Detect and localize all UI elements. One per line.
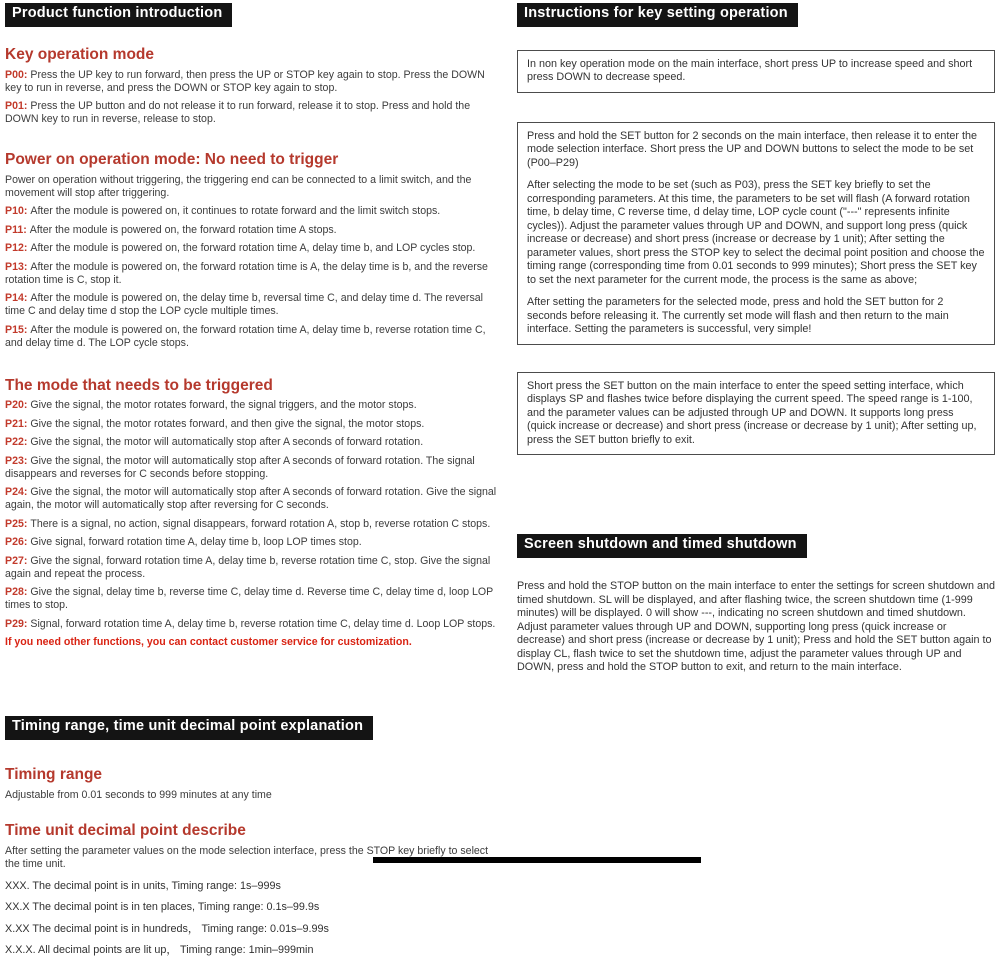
mode-code-p28: P28: [5,586,28,599]
footer-divider-bar [373,857,701,863]
left-column [5,3,499,966]
mode-setting-box [517,122,995,345]
mode-code-p25: P25: [5,517,28,530]
speed-setting-text: Short press the SET button on the main interface to enter the speed setting interface, which displays SP and flashes twice before displaying the current speed. The speed range is 1-100, and the parameter values can be adjusted through UP and DOWN. It supports long press (quick increase or decrease) and short press (increase or decrease by 1 unit); After setting up, press the SET button briefly to exit. [527,379,977,446]
mode-item-p13 [5,261,499,287]
mode-item-p00 [5,69,499,95]
speed-setting-box [517,372,995,456]
mode-text-p29: Signal, forward rotation time A, delay time b, reverse rotation time C, delay time d. Loop LOP stops. [30,617,496,630]
mode-code-p27: P27: [5,554,28,567]
mode-setting-step3: After setting the parameters for the selected mode, press and hold the SET button for 2 seconds before releasing it. The currently set mode will flash and then return to the main interface. Setting the parameters is successful, very simple! [527,296,949,336]
mode-item-p14 [5,292,499,318]
decimal-line-all: X.X.X. All decimal points are lit up， Timing range: 1min–999min [5,944,314,957]
mode-text-p15: After the module is powered on, the forward rotation time A, delay time b, reverse rotation time C, and delay time d. The LOP cycle stops. [5,323,486,349]
mode-code-p12: P12: [5,242,28,255]
mode-text-p27: Give the signal, forward rotation time A, delay time b, reverse rotation time C, stop. Give the signal again and repeat the process. [5,554,491,580]
mode-text-p13: After the module is powered on, the forward rotation time is A, the delay time is b, and the reverse rotation time is C, stop it. [5,260,488,286]
mode-item-p25 [5,518,499,531]
screen-shutdown-text: Press and hold the STOP button on the main interface to enter the settings for screen shutdown and timed shutdown. SL will be displayed, and after flashing twice, the screen shutdown time (1-999 minutes) will be displayed. 0 will show ---, indicating no screen shutdown and timed shutdown. Adjust parameter values through UP and DOWN, supporting long press (quick increase or decrease) and short press (increase or decrease by 1 unit); Press and hold the SET button again to display CL, flash twice to set the shutdown time, adjust the parameter values through UP and DOWN, press and hold the STOP button to exit, and return to the main interface. [517,580,995,674]
mode-text-p24: Give the signal, the motor will automatically stop after A seconds of forward rotation. Give the signal again, the motor will automatically stop after reversing for C seconds. [5,486,497,512]
mode-text-p11: After the module is powered on, the forward rotation time A stops. [29,223,337,236]
mode-item-p20 [5,399,499,412]
mode-code-p20: P20: [5,399,28,412]
mode-item-p11 [5,224,499,237]
mode-item-p28 [5,586,499,612]
mode-item-p26 [5,536,499,549]
heading-decimal-point: Time unit decimal point describe [5,822,246,840]
mode-text-p28: Give the signal, delay time b, reverse time C, delay time d. Reverse time C, delay time d, loop LOP times to stop. [5,586,493,612]
mode-code-p26: P26: [5,536,28,549]
power-on-intro: Power on operation without triggering, the triggering end can be connected to a limit switch, and the movement will stop after triggering. [5,174,472,200]
speed-adjust-box [517,50,995,93]
mode-item-p10 [5,205,499,218]
mode-text-p22: Give the signal, the motor will automatically stop after A seconds of forward rotation. [30,436,424,449]
heading-trigger-mode: The mode that needs to be triggered [5,376,273,394]
mode-text-p25: There is a signal, no action, signal disappears, forward rotation A, stop b, reverse rotation C stops. [30,517,491,530]
mode-text-p20: Give the signal, the motor rotates forward, the signal triggers, and the motor stops. [30,399,417,412]
section-header-screen-shutdown: Screen shutdown and timed shutdown [517,534,807,558]
mode-text-p12: After the module is powered on, the forward rotation time A, delay time b, and LOP cycles stop. [30,242,476,255]
mode-code-p13: P13: [5,260,28,273]
customization-note: If you need other functions, you can contact customer service for customization. [5,636,412,649]
mode-item-p15 [5,324,499,350]
mode-code-p14: P14: [5,292,28,305]
decimal-line-tens: XX.X The decimal point is in ten places, Timing range: 0.1s–99.9s [5,901,320,914]
decimal-line-hundreds: X.XX The decimal point is in hundreds， Timing range: 0.01s–9.99s [5,922,329,935]
decimal-point-intro: After setting the parameter values on the mode selection interface, press the STOP key briefly to select the time unit. [5,844,489,870]
mode-item-p12 [5,242,499,255]
mode-code-p22: P22: [5,436,28,449]
mode-code-p29: P29: [5,617,28,630]
mode-item-p22 [5,436,499,449]
mode-item-p23 [5,455,499,481]
mode-text-p26: Give signal, forward rotation time A, delay time b, loop LOP times stop. [30,536,362,549]
mode-text-p23: Give the signal, the motor will automatically stop after A seconds of forward rotation. The signal disappears and reverses for C seconds before stopping. [5,454,475,480]
mode-code-p00: P00: [5,68,28,81]
mode-code-p15: P15: [5,323,28,336]
section-header-product-function: Product function introduction [5,3,232,27]
mode-text-p01: Press the UP button and do not release it to run forward, release it to stop. Press and hold the DOWN key to run in reverse, release to stop. [5,100,471,126]
section-header-timing-range: Timing range, time unit decimal point explanation [5,716,373,740]
mode-text-p14: After the module is powered on, the delay time b, reversal time C, and delay time d. The reversal time C and delay time d stop the LOP cycle multiple times. [5,292,484,318]
mode-item-p27 [5,555,499,581]
right-column [517,3,995,686]
mode-item-p01 [5,100,499,126]
mode-setting-step2: After selecting the mode to be set (such as P03), press the SET key briefly to set the corresponding parameters. At this time, the parameters to be set will flash (A forward rotation time, b delay time, C reverse time, d delay time, LOP cycle count ("---" represents infinite cycles)). Adjust the parameter values through UP and DOWN, and support long press (quick increase or decrease) and short press (increase or decrease by 1 unit); After setting the parameter values, short press the STOP key to select the decimal point position and choose the timing range (corresponding time from 0.01 seconds to 999 minutes); Short press the SET key to set the next parameter for the current mode, the process is the same as above; [527,179,985,286]
heading-power-on-mode: Power on operation mode: No need to trigger [5,151,339,169]
decimal-line-units: XXX. The decimal point is in units, Timing range: 1s–999s [5,879,281,892]
timing-range-text: Adjustable from 0.01 seconds to 999 minutes at any time [5,789,272,802]
mode-text-p00: Press the UP key to run forward, then press the UP or STOP key again to stop. Press the DOWN key to run in reverse, and press the DOWN or STOP key again to stop. [5,68,485,94]
mode-code-p01: P01: [5,100,28,113]
heading-key-operation-mode: Key operation mode [5,45,154,63]
section-header-key-setting: Instructions for key setting operation [517,3,798,27]
speed-adjust-text: In non key operation mode on the main interface, short press UP to increase speed and short press DOWN to decrease speed. [527,57,973,84]
mode-text-p21: Give the signal, the motor rotates forward, and then give the signal, the motor stops. [30,417,425,430]
mode-code-p21: P21: [5,417,28,430]
mode-item-p29 [5,618,499,631]
mode-code-p10: P10: [5,205,28,218]
mode-text-p10: After the module is powered on, it continues to rotate forward and the limit switch stops. [30,205,441,218]
mode-code-p23: P23: [5,454,28,467]
mode-item-p21 [5,418,499,431]
mode-item-p24 [5,486,499,512]
mode-code-p24: P24: [5,486,28,499]
mode-setting-step1: Press and hold the SET button for 2 seconds on the main interface, then release it to enter the mode selection interface. Short press the UP and DOWN buttons to select the mode to be set (P00–P29) [527,129,977,169]
heading-timing-range: Timing range [5,766,103,784]
mode-code-p11: P11: [5,223,27,236]
